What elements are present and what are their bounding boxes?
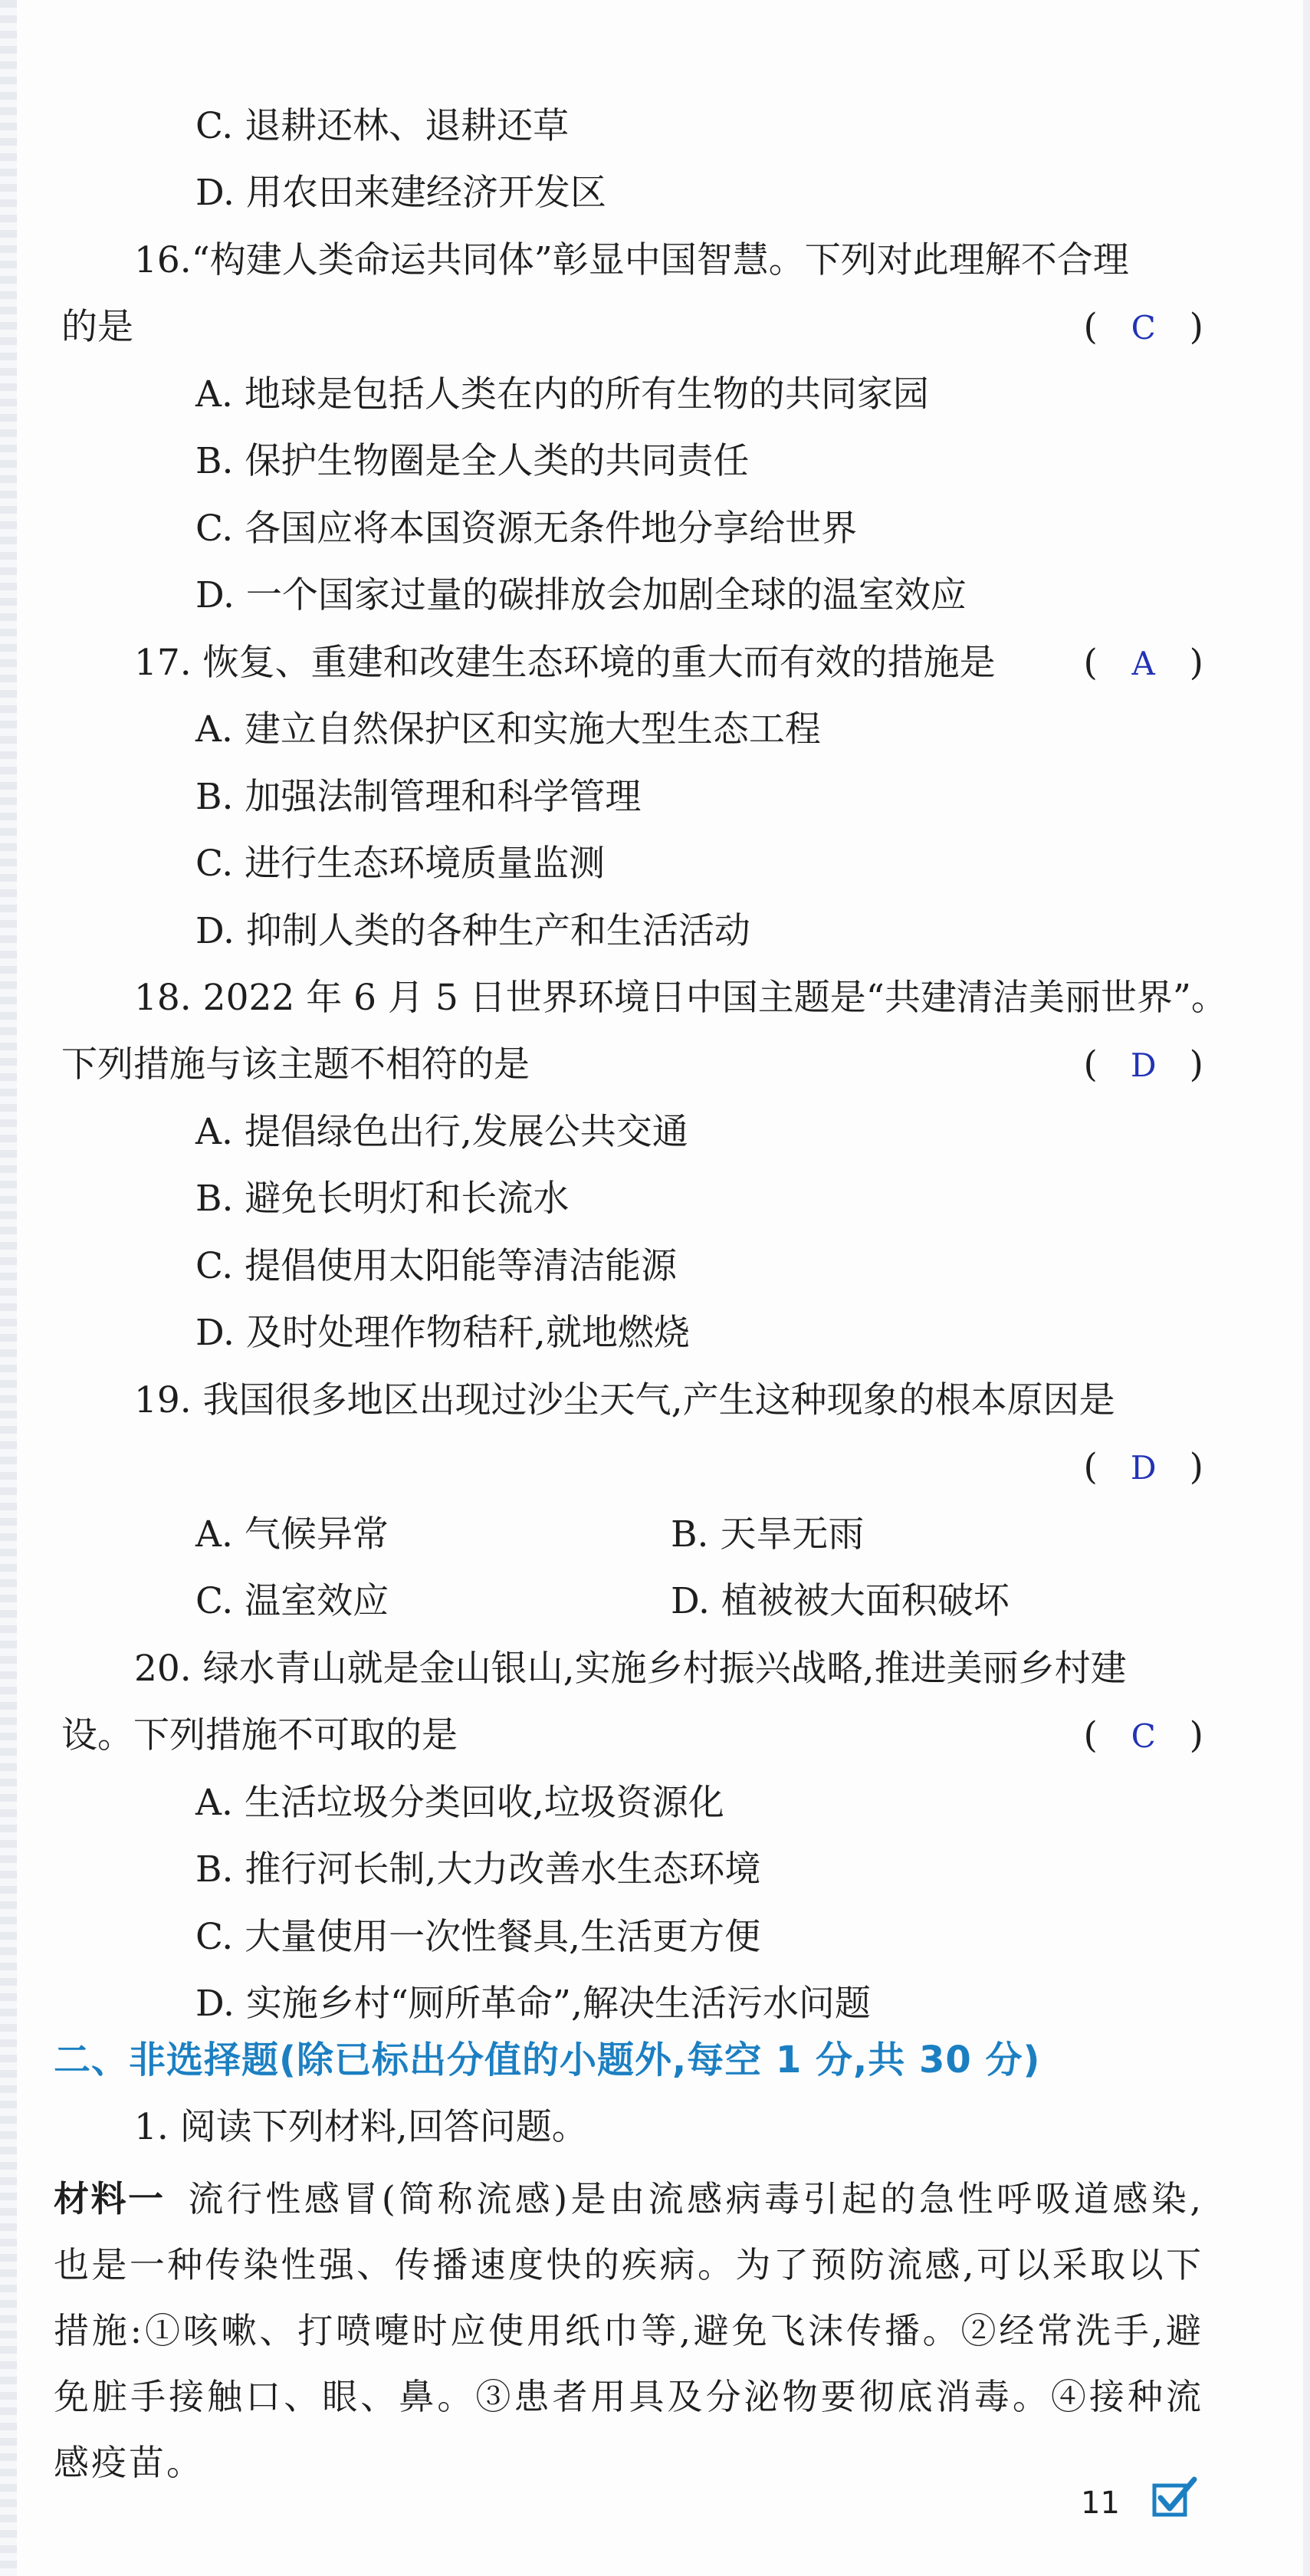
q15-option-d: D. 用农田来建经济开发区 bbox=[195, 172, 606, 214]
q17-answer: ( A ) bbox=[1083, 640, 1203, 687]
q17-answer-letter: A bbox=[1131, 645, 1155, 682]
q16-option-d: D. 一个国家过量的碳排放会加剧全球的温室效应 bbox=[195, 574, 967, 616]
q18-answer-letter: D bbox=[1130, 1046, 1157, 1084]
q20-option-c: C. 大量使用一次性餐具,生活更方便 bbox=[195, 1916, 761, 1958]
material-paragraph bbox=[54, 2166, 1203, 2496]
q17-option-b: B. 加强法制管理和科学管理 bbox=[195, 776, 642, 818]
q16-stem-line2: 的是 bbox=[61, 306, 133, 348]
q16-stem-line1: 16.“构建人类命运共同体”彰显中国智慧。下列对此理解不合理 bbox=[134, 239, 1129, 281]
q20-answer: ( C ) bbox=[1083, 1713, 1203, 1760]
q18-stem-line2: 下列措施与该主题不相符的是 bbox=[61, 1043, 530, 1086]
q21-stem: 1. 阅读下列材料,回答问题。 bbox=[134, 2106, 588, 2148]
q20-option-a: A. 生活垃圾分类回收,垃圾资源化 bbox=[195, 1782, 724, 1824]
q16-option-c: C. 各国应将本国资源无条件地分享给世界 bbox=[195, 508, 858, 550]
page-edge bbox=[0, 0, 17, 2576]
section-heading: 二、非选择题(除已标出分值的小题外,每空 1 分,共 30 分) bbox=[54, 2039, 1041, 2082]
q17-option-a: A. 建立自然保护区和实施大型生态工程 bbox=[195, 708, 821, 751]
q18-option-a: A. 提倡绿色出行,发展公共交通 bbox=[195, 1111, 688, 1153]
q18-option-d: D. 及时处理作物秸秆,就地燃烧 bbox=[195, 1312, 690, 1354]
q19-stem: 19. 我国很多地区出现过沙尘天气,产生这种现象的根本原因是 bbox=[134, 1379, 1115, 1421]
material-text: 流行性感冒(简称流感)是由流感病毒引起的急性呼吸道感染,也是一种传染性强、传播速度快的疾病。为了预防流感,可以采取以下措施:①咳嗽、打喷嚏时应使用纸巾等,避免飞沫传播。②经常洗手,避免脏手接触口、眼、鼻。③患者用具及分泌物要彻底消毒。④接种流感疫苗。 bbox=[54, 2178, 1204, 2483]
q17-option-c: C. 进行生态环境质量监测 bbox=[195, 843, 606, 885]
q19-answer-letter: D bbox=[1130, 1449, 1157, 1487]
q15-option-c: C. 退耕还林、退耕还草 bbox=[195, 105, 570, 147]
q18-answer: ( D ) bbox=[1083, 1042, 1203, 1089]
page-number: 11 bbox=[1081, 2486, 1120, 2521]
q17-option-d: D. 抑制人类的各种生产和生活活动 bbox=[195, 910, 750, 952]
q18-stem-line1: 18. 2022 年 6 月 5 日世界环境日中国主题是“共建清洁美丽世界”。 bbox=[134, 977, 1227, 1019]
q16-option-a: A. 地球是包括人类在内的所有生物的共同家园 bbox=[195, 373, 929, 416]
q17-stem: 17. 恢复、重建和改建生态环境的重大而有效的措施是 bbox=[134, 642, 996, 684]
checkmark-icon bbox=[1150, 2475, 1199, 2519]
q16-option-b: B. 保护生物圈是全人类的共同责任 bbox=[195, 440, 750, 482]
q20-option-d: D. 实施乡村“厕所革命”,解决生活污水问题 bbox=[195, 1983, 871, 2025]
q20-answer-letter: C bbox=[1131, 1717, 1156, 1755]
q19-option-d: D. 植被被大面积破坏 bbox=[671, 1580, 1010, 1622]
q16-answer: ( C ) bbox=[1083, 304, 1203, 351]
q19-option-c: C. 温室效应 bbox=[195, 1580, 389, 1622]
q20-stem-line2: 设。下列措施不可取的是 bbox=[61, 1714, 458, 1756]
q19-answer: ( D ) bbox=[1083, 1444, 1203, 1491]
q18-option-b: B. 避免长明灯和长流水 bbox=[195, 1178, 570, 1220]
q19-option-b: B. 天旱无雨 bbox=[671, 1513, 865, 1556]
q18-option-c: C. 提倡使用太阳能等清洁能源 bbox=[195, 1245, 678, 1287]
q16-answer-letter: C bbox=[1131, 309, 1156, 347]
q19-option-a: A. 气候异常 bbox=[195, 1513, 389, 1556]
material-label: 材料一 bbox=[54, 2178, 166, 2220]
q20-stem-line1: 20. 绿水青山就是金山银山,实施乡村振兴战略,推进美丽乡村建 bbox=[134, 1648, 1127, 1690]
q20-option-b: B. 推行河长制,大力改善水生态环境 bbox=[195, 1848, 761, 1891]
